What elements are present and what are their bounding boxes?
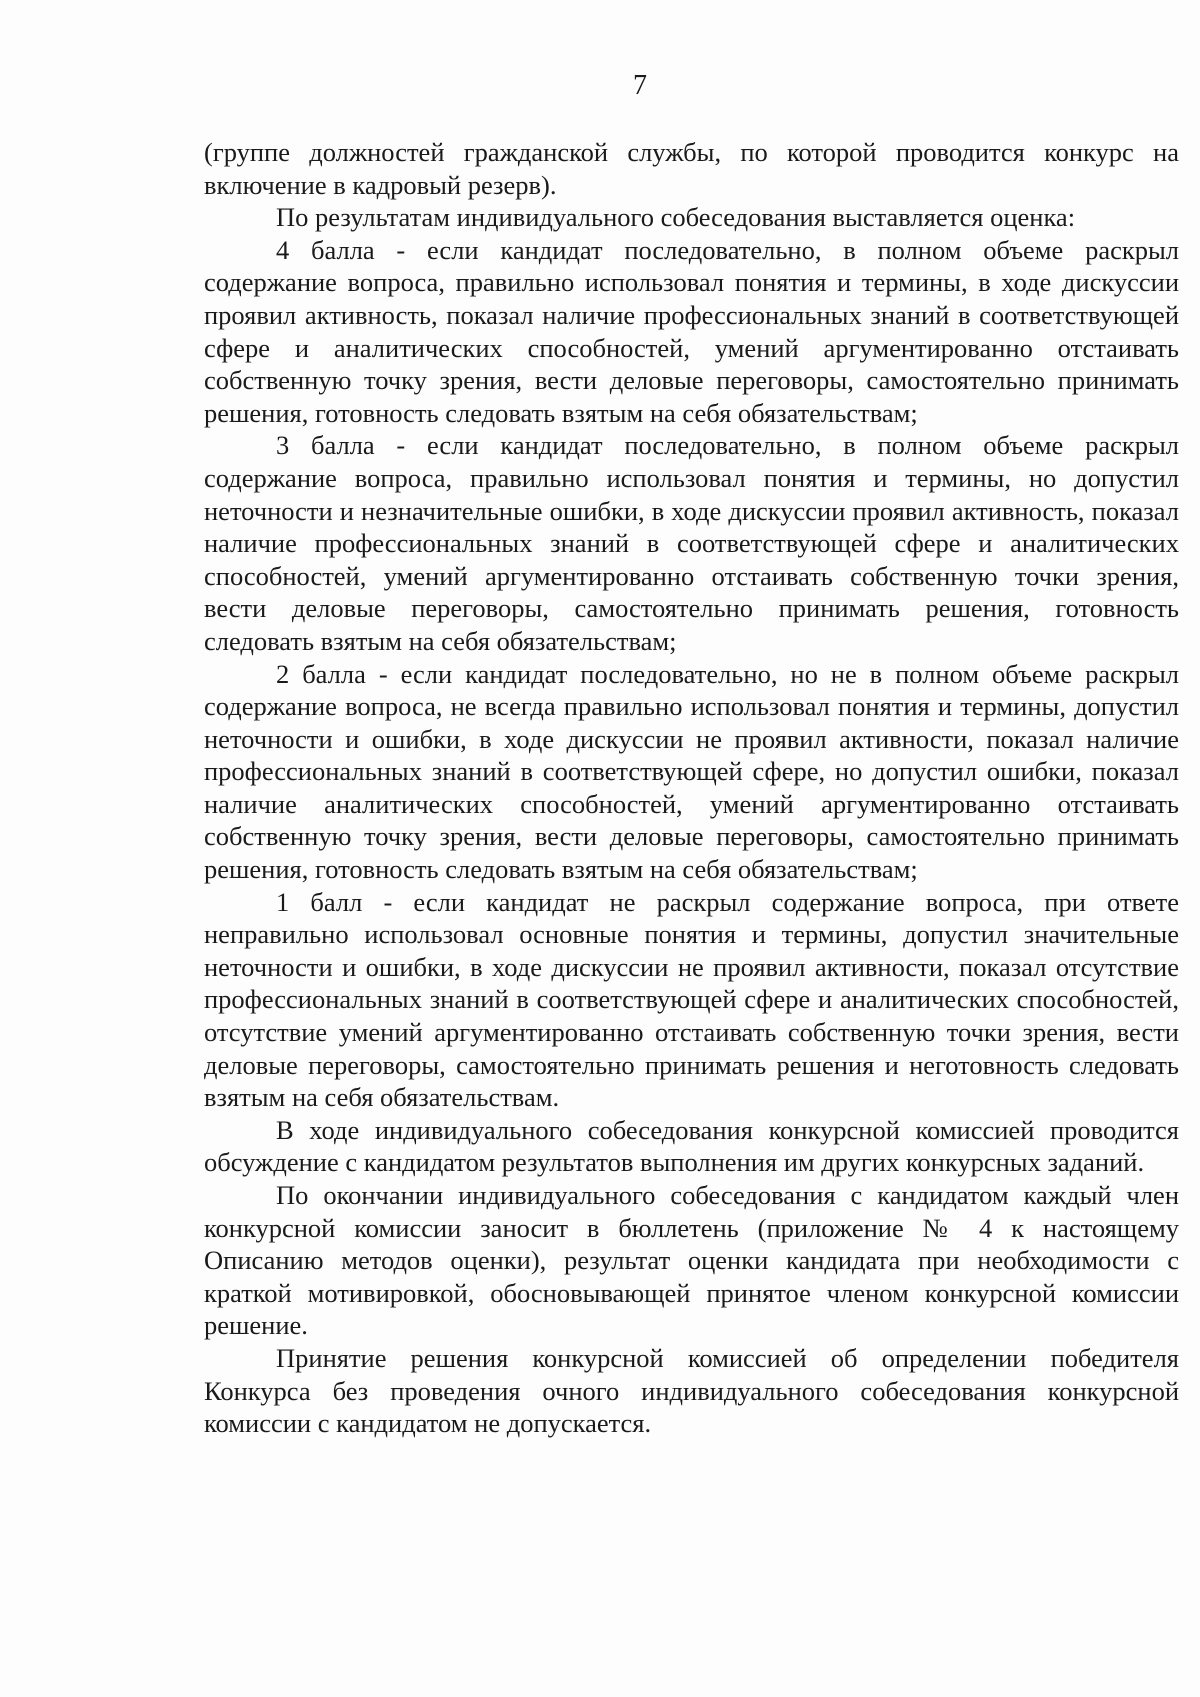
paragraph-score-3: 3 балла - если кандидат последовательно, в полном объеме раскрыл содержание вопроса, правильно использовал понятия и термины, но допустил неточности и незначительные ошибки, в ходе дискуссии проявил активность, показал наличие профессиональных знаний в соответствующей сфере и аналитических способностей, умений аргументированно отстаивать собственную точки зрения, вести деловые переговоры, самостоятельно принимать решения, готовность следовать взятым на себя обязательствам;	[204, 430, 1179, 656]
paragraph-continuation: (группе должностей гражданской службы, по которой проводится конкурс на включение в кадровый резерв).	[204, 137, 1179, 200]
paragraph-decision: Принятие решения конкурсной комиссией об определении победителя Конкурса без проведения очного индивидуального собеседования конкурсной комиссии с кандидатом не допускается.	[204, 1342, 1179, 1439]
paragraph-ballot: По окончании индивидуального собеседования с кандидатом каждый член конкурсной комиссии заносит в бюллетень (приложение № 4 к настоящему Описанию методов оценки), результат оценки кандидата при необходимости с краткой мотивировкой, обосновывающей принятое членом конкурсной комиссии решение.	[204, 1180, 1179, 1341]
paragraph-score-4: 4 балла - если кандидат последовательно, в полном объеме раскрыл содержание вопроса, правильно использовал понятия и термины, в ходе дискуссии проявил активность, показал наличие профессиональных знаний в соответствующей сфере и аналитических способностей, умений аргументированно отстаивать собственную точку зрения, вести деловые переговоры, самостоятельно принимать решения, готовность следовать взятым на себя обязательствам;	[204, 234, 1179, 428]
paragraph-score-1: 1 балл - если кандидат не раскрыл содержание вопроса, при ответе неправильно использовал основные понятия и термины, допустил значительные неточности и ошибки, в ходе дискуссии не проявил активности, показал отсутствие профессиональных знаний в соответствующей сфере и аналитических способностей, отсутствие умений аргументированно отстаивать собственную точки зрения, вести деловые переговоры, самостоятельно принимать решения и неготовность следовать взятым на себя обязательствам.	[204, 886, 1179, 1113]
document-body	[204, 136, 1179, 1440]
page-number: 7	[633, 70, 647, 101]
paragraph-intro-scoring: По результатам индивидуального собеседования выставляется оценка:	[276, 202, 1076, 233]
paragraph-discussion: В ходе индивидуального собеседования конкурсной комиссией проводится обсуждение с кандидатом результатов выполнения им других конкурсных заданий.	[204, 1114, 1179, 1178]
paragraph-score-2: 2 балла - если кандидат последовательно, но не в полном объеме раскрыл содержание вопроса, не всегда правильно использовал понятия и термины, допустил неточности и ошибки, в ходе дискуссии не проявил активности, показал наличие профессиональных знаний в соответствующей сфере, но допустил ошибки, показал наличие аналитических способностей, умений аргументированно отстаивать собственную точку зрения, вести деловые переговоры, самостоятельно принимать решения, готовность следовать взятым на себя обязательствам;	[204, 658, 1179, 885]
